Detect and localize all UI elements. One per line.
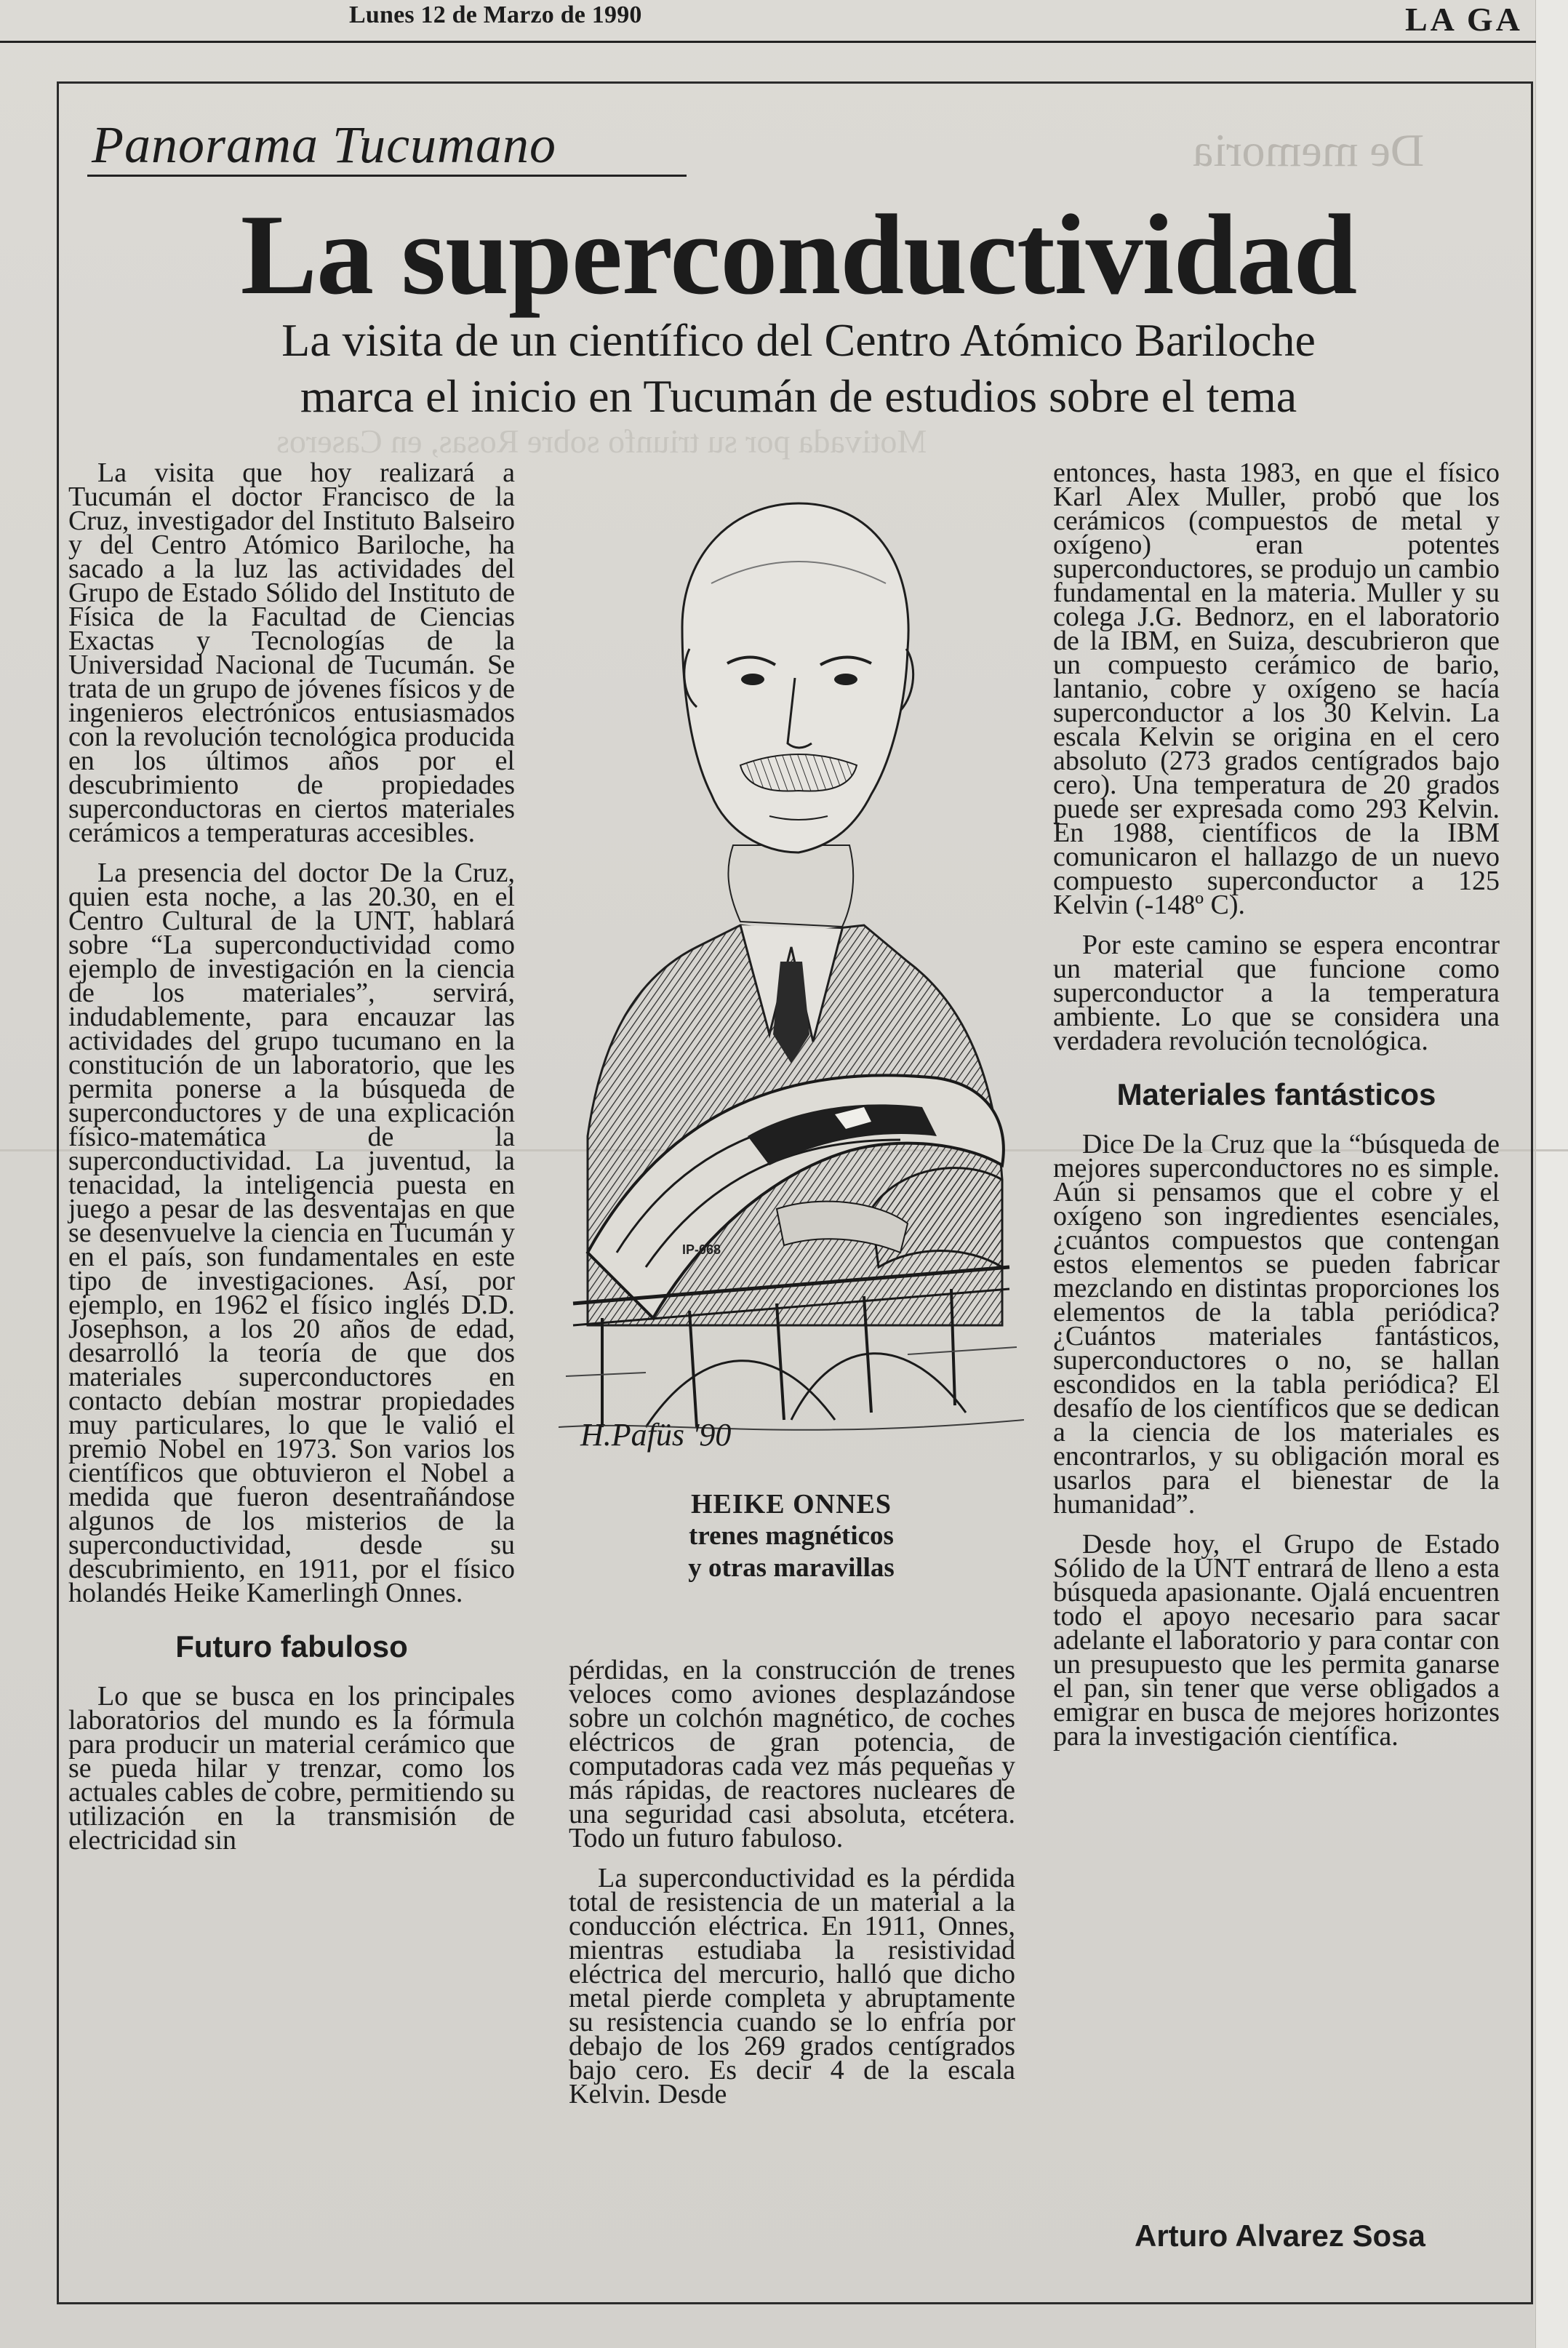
- article-column-3: [1053, 458, 1500, 1765]
- paragraph: pérdidas, en la construcción de trenes veloces como aviones desplazándose sobre un colchón magnético, de coches eléctricos de gran potencia, de computadoras cada vez más pequeñas y más rápidas, de reactores nucleares de una seguridad casi absoluta, etcétera. Todo un futuro fabuloso.: [569, 1655, 1015, 1853]
- issue-date: Lunes 12 de Marzo de 1990: [349, 1, 642, 28]
- paragraph: La superconductividad es la pérdida total de resistencia de un material a la conducción eléctrica. En 1911, Onnes, mientras estudiaba la resistividad eléctrica del mercurio, halló que dicho metal pierde completa y abruptamente su resistencia cuando se lo enfría por debajo de los 269 grados centígrados bajo cero. Es decir 4 de la escala Kelvin. Desde: [569, 1863, 1015, 2109]
- bleed-through-text-2: Motivada por su triunfo sobre Rosas, en Caseros: [276, 423, 927, 460]
- headline: La superconductividad: [240, 191, 1357, 319]
- paragraph: entonces, hasta 1983, en que el físico Karl Alex Muller, probó que los cerámicos (compuestos de metal y oxígeno) eran potentes superconductores, se produjo un cambio fundamental en la materia. Muller y su colega J.G. Bednorz, en el laboratorio de la IBM, en Suiza, descubrieron que un compuesto cerámico de bario, lantanio, cobre y oxígeno se hacía superconductor a los 30 Kelvin. La escala Kelvin se origina en el cero absoluto (273 grados centígrados bajo cero). Una temperatura de 20 grados puede ser expresada como 293 Kelvin. En 1988, científicos de la IBM comunicaron el hallazgo de un nuevo compuesto superconductor a 125 Kelvin (-148º C).: [1053, 458, 1500, 920]
- section-rule: [87, 175, 687, 177]
- subheadline: [0, 313, 1568, 425]
- masthead-rule: [0, 41, 1536, 43]
- onnes-and-maglev-drawing: [559, 482, 1024, 1500]
- subheading-materiales-fantasticos: Materiales fantásticos: [1116, 1077, 1436, 1111]
- portrait-illustration: [559, 482, 1024, 1500]
- caption-title: HEIKE ONNES: [690, 1489, 892, 1520]
- subheadline-line-2: marca el inicio en Tucumán de estudios sobre el tema: [300, 370, 1297, 422]
- caption-line-1: trenes magnéticos: [689, 1521, 894, 1551]
- article-column-2: [569, 1655, 1015, 2123]
- illustrator-signature: H.Pafüs '90: [580, 1417, 732, 1453]
- section-title: Panorama Tucumano: [92, 116, 557, 174]
- paragraph: Por este camino se espera encontrar un material que funcione como superconductor a la temperatura ambiente. Lo que se considera una verdadera revolución tecnológica.: [1053, 930, 1500, 1056]
- train-plate-number: IP-068: [682, 1242, 721, 1257]
- subheading-futuro-fabuloso: Futuro fabuloso: [175, 1629, 408, 1664]
- paragraph: La presencia del doctor De la Cruz, quien esta noche, a las 20.30, en el Centro Cultural de la UNT, hablará sobre “La superconductividad como ejemplo de investigación en la ciencia de los materiales”, servirá, indudablemente, para encauzar las actividades del grupo tucumano en la constitución de un laboratorio, que les permita ponerse a la búsqueda de superconductores y de una explicación físico-matemática de la superconductividad. La juventud, la tenacidad, la inteligencia puesta en juego a pesar de las desventajas en que se desenvuelve la ciencia en Tucumán y en el país, son fundamentales en este tipo de investigaciones. Así, por ejemplo, en 1962 el físico inglés D.D. Josephson, a los 20 años de edad, desarrolló la teoría de que dos materiales superconductores en contacto debían mostrar propiedades muy particulares, lo que le valió el premio Nobel en 1973. Son varios los científicos que obtuvieron el Nobel a medida que fueron desentrañándose algunos de los misterios de la superconductividad, desde su descubrimiento, en 1911, por el físico holandés Heike Kamerlingh Onnes.: [68, 858, 515, 1608]
- byline: Arturo Alvarez Sosa: [1135, 2219, 1425, 2253]
- article-column-1: [68, 458, 515, 1869]
- caption-line-2: y otras maravillas: [688, 1553, 895, 1583]
- paragraph: La visita que hoy realizará a Tucumán el doctor Francisco de la Cruz, investigador del Instituto Balseiro y del Centro Atómico Bariloche, ha sacado a la luz las actividades del Grupo de Estado Sólido del Instituto de Física de la Facultad de Ciencias Exactas y Tecnologías de la Universidad Nacional de Tucumán. Se trata de un grupo de jóvenes físicos y de ingenieros electrónicos entusiasmados con la revolución tecnológica producida en los últimos años por el descubrimiento de propiedades superconductoras en ciertos materiales cerámicos a temperaturas accesibles.: [68, 458, 515, 848]
- paragraph: Lo que se busca en los principales laboratorios del mundo es la fórmula para producir un material cerámico que se pueda hilar y trenzar, como los actuales cables de cobre, permitiendo su utilización en la transmisión de electricidad sin: [68, 1681, 515, 1856]
- illustration-caption: [559, 1488, 1024, 1584]
- bleed-through-text-1: De memoria: [1193, 124, 1425, 176]
- newspaper-name: LA GA: [1405, 1, 1523, 38]
- paragraph: Dice De la Cruz que la “búsqueda de mejores superconductores no es simple. Aún si pensamos que el cobre y el oxígeno son ingredientes esenciales, ¿cuántos compuestos que contengan estos elementos se pueden fabricar mezclando en distintas proporciones los elementos de la tabla periódica? ¿Cuántos materiales fantásticos, superconductores o no, se hallan escondidos en la tabla periódica? El desafío de los científicos que se dedican a la ciencia de los materiales es encontrarlos, y su obligación moral es usarlos para el bienestar de la humanidad”.: [1053, 1129, 1500, 1520]
- paragraph: Desde hoy, el Grupo de Estado Sólido de la UNT entrará de lleno a esta búsqueda apasionante. Ojalá encuentren todo el apoyo necesario para sacar adelante el laboratorio y para contar con un presupuesto que les permita ganarse el pan, sin tener que verse obligados a emigrar en busca de mejores horizontes para la investigación científica.: [1053, 1529, 1500, 1752]
- subheadline-line-1: La visita de un científico del Centro Atómico Bariloche: [281, 314, 1316, 366]
